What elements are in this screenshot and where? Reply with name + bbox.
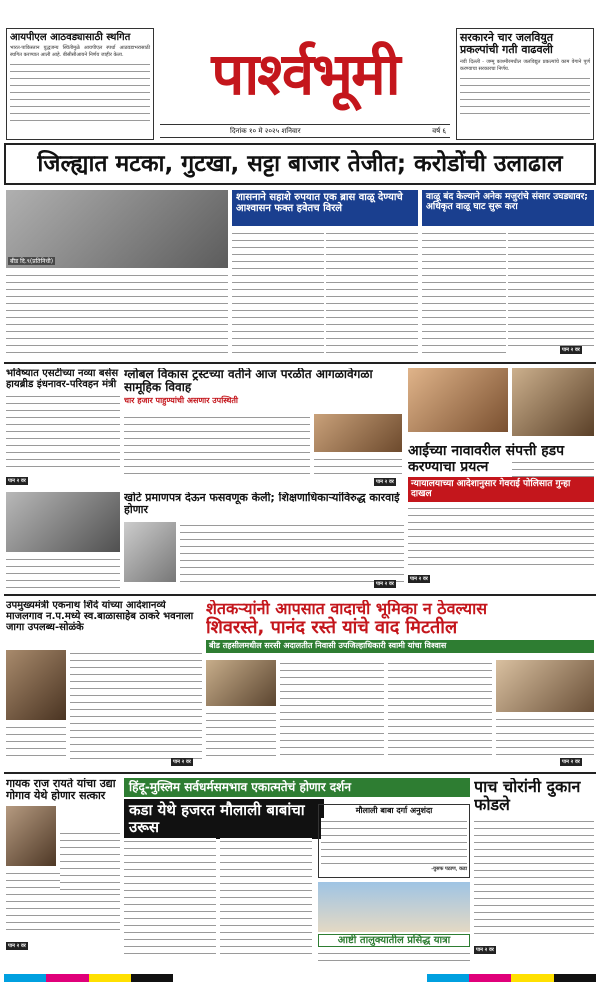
lead-headline-box (4, 143, 596, 185)
footer-color-bar (4, 974, 596, 982)
lead-sub-b: वाळू बंद केल्याने अनेक मजुरांचे संसार उघड्यावर; अधिकृत वाळू घाट सुरू करा (426, 192, 588, 213)
farmers-body-3 (206, 710, 276, 760)
lead-sub-b-box (422, 190, 594, 226)
award-photo (6, 492, 120, 552)
urs-body-2 (220, 838, 312, 958)
swatch-yellow-2 (511, 974, 553, 982)
farmers-headline-1: शेतकऱ्यांनी आपसात वादाची भूमिका न ठेवल्यास (206, 600, 488, 618)
right-ear-headline-1: सरकारने चार जलवियुत (460, 31, 554, 44)
majalgaon-photo (6, 650, 66, 720)
farmers-photo-2 (496, 660, 594, 712)
urs-box-title: मौलाली बाबा दर्गा अनुशंदा (355, 806, 433, 815)
wedding-photo (314, 414, 402, 452)
wedding-kicker: चार हजार पाहुण्यांची असणार उपस्थिती (124, 395, 238, 405)
property-headline-2: करण्याचा प्रयत्न (408, 458, 489, 475)
fake-body (180, 522, 404, 582)
urs-box (318, 804, 470, 878)
theft-story (474, 778, 594, 966)
swatch-cyan-2 (427, 974, 469, 982)
masthead (160, 28, 450, 122)
ashti-body (318, 950, 470, 966)
singer-headline: गायक राज रायते यांचा उद्या गोगाव येथे होणार सत्कार (6, 778, 116, 803)
lead-headline: जिल्ह्यात मटका, गुटखा, सट्टा बाजार तेजीत; करोडोंची उलाढाल (37, 151, 563, 177)
property-headline-line-1 (408, 440, 594, 460)
property-headline-1: आईच्या नावावरील संपत्ती हडप (408, 443, 565, 459)
farmers-sub: बीड तहसीलमधील सरसी अदालतीत निवासी उपजिल्हाधिकारी स्वामी यांचा विश्वास (206, 640, 594, 653)
theft-continued: पान २ वर (476, 946, 494, 953)
left-ear-box (6, 28, 154, 140)
urs-story (124, 778, 470, 966)
st-body (6, 393, 120, 467)
property-story (408, 440, 594, 590)
wedding-body-2 (314, 456, 402, 480)
lead-sub-a-box (232, 190, 418, 226)
right-ear-headline-2: प्रकल्पांची गती वाढवली (460, 43, 553, 57)
urs-headline: कडा येथे हजरत मौलाली बाबांचा उरूस (124, 799, 324, 839)
swatch-magenta (46, 974, 88, 982)
masthead-title: पार्श्वभूमी (211, 40, 399, 108)
lead-continued: पान २ वर (562, 347, 580, 353)
singer-body (60, 830, 120, 890)
row2-divider (4, 594, 596, 596)
farmers-continued: पान २ वर (562, 759, 580, 765)
lead-divider (4, 362, 596, 364)
lead-body-mid-1 (232, 230, 324, 358)
wedding-body (124, 414, 310, 480)
singer-continued: पान २ वर (8, 942, 26, 949)
singer-story (6, 778, 120, 966)
lead-body-mid-2 (326, 230, 418, 358)
right-ear-body (460, 75, 590, 115)
fake-story (124, 492, 404, 590)
theft-headline: पाच चोरांनी दुकान फोडले (474, 778, 581, 814)
fake-headline: खोटे प्रमाणपत्र देऊन फसवणूक केली; शिक्षणाधिकाऱ्यांविरुद्ध कारवाई होणार (124, 492, 400, 517)
urs-box-byline: -युसफ पठाण, कडा (431, 865, 467, 872)
left-ear-body (10, 61, 150, 123)
farmers-body-4 (496, 716, 594, 756)
ashti-title: आष्टी तालुक्यातील प्रसिद्ध यात्रा (318, 934, 470, 947)
lead-body-right-2 (508, 230, 594, 348)
majalgaon-body-2 (6, 724, 66, 760)
fake-photo (124, 522, 176, 582)
swatch-yellow (89, 974, 131, 982)
group-photo (408, 368, 508, 432)
st-story (6, 368, 120, 490)
urs-body-1 (124, 838, 216, 958)
wedding-story (124, 368, 404, 488)
swatch-black-2 (554, 974, 596, 982)
left-ear-headline: आयपीएल आठवड्यासाठी स्थगित (10, 32, 131, 43)
right-ear-snippet: नवी दिल्ली - जम्मू काश्मीरमधील जलविद्युत प्रकल्पांचे काम वेगाने पूर्ण करण्याचा सरकारचा निर्णय. (460, 58, 590, 72)
wedding-continued: पान २ वर (376, 479, 394, 485)
dargah-photo (318, 882, 470, 932)
swatch-white (173, 974, 427, 982)
right-ear-box (456, 28, 594, 140)
award-body (6, 556, 120, 590)
swatch-cyan (4, 974, 46, 982)
theft-body (474, 818, 594, 936)
swatch-black (131, 974, 173, 982)
urs-box-body (321, 818, 467, 866)
farmers-story (206, 600, 594, 768)
swatch-magenta-2 (469, 974, 511, 982)
lead-body-right-1 (422, 230, 506, 358)
lead-body-left (6, 272, 228, 358)
majalgaon-body (70, 650, 202, 760)
dateline: दिनांक १० मे २०२५ शनिवार (230, 127, 301, 135)
singer-photo (6, 806, 56, 866)
st-headline: भविष्यात एसटीच्या नव्या बसेस हायब्रीड इंधनावर-परिवहन मंत्री (6, 368, 119, 391)
left-ear-snippet: भारत-पाकिस्तान युद्धजन्य स्थितीमुळे आयपीएल स्पर्धा आठवडाभरासाठी स्थगित करण्यात आली आहे. बीसीसीआयने निर्णय जाहीर केला. (10, 45, 150, 59)
portrait-photo (512, 368, 594, 436)
majalgaon-story (6, 600, 202, 768)
urs-banner: हिंदू-मुस्लिम सर्वधर्मसमभाव एकात्मतेचं होणार दर्शन (124, 778, 470, 797)
row3-divider (4, 772, 596, 774)
farmers-body-2 (388, 660, 492, 760)
property-body (408, 505, 594, 565)
majalgaon-headline: उपमुख्यमंत्री एकनाथ शिंदे यांच्या आदेशानव्ये माजलगाव न.प.मध्ये स्व.बाळासाहेब ठाकरे भवनाला जागा उपलब्ध-सोळंके (6, 600, 194, 634)
issue-label: वर्ष ६ (432, 127, 446, 135)
st-continued: पान २ वर (8, 478, 26, 485)
majalgaon-continued: पान २ वर (173, 759, 191, 765)
fake-continued: पान २ वर (376, 581, 394, 587)
lead-caption: बीड दि.९(प्रतिनिधी) (10, 258, 54, 265)
farmers-body-1 (280, 660, 384, 760)
property-continued: पान २ वर (410, 575, 428, 582)
wedding-headline: ग्लोबल विकास ट्रस्टच्या वतीने आज परळीत आगळावेगळा सामूहिक विवाह (124, 368, 373, 395)
dateline-bar (160, 124, 450, 138)
lead-sub-a: शासनाने सहाशे रुपयात एक ब्रास वाळू देण्याचे आश्वासन फक्त हवेतच विरले (236, 192, 403, 215)
farmers-photo-1 (206, 660, 276, 706)
property-sub: न्यायालयाच्या आदेशानुसार गेवराई पोलिसात गुन्हा दाखल (408, 477, 594, 501)
farmers-headline-2: शिवरस्ते, पानंद रस्ते यांचे वाद मिटतील (206, 616, 458, 638)
